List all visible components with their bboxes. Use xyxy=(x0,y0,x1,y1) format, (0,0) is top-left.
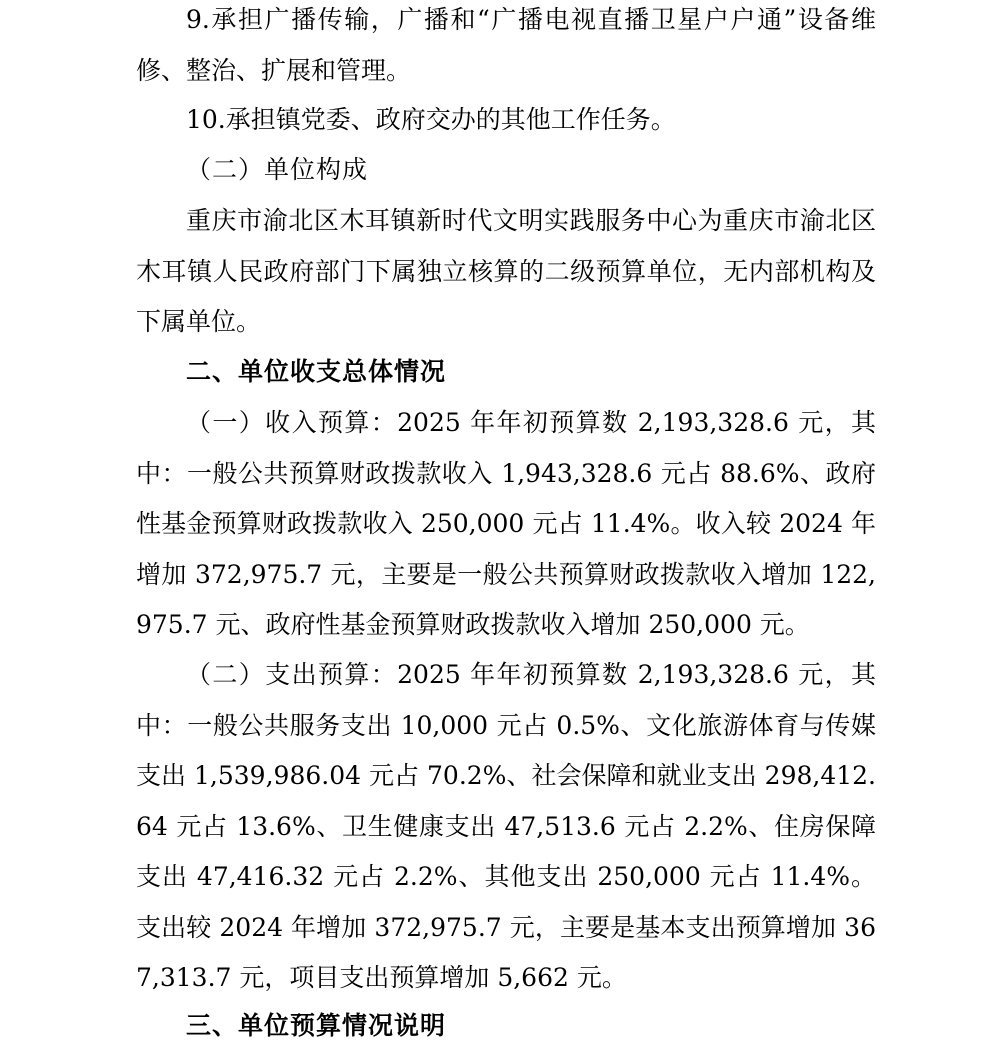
duty-item-10: 10.承担镇党委、政府交办的其他工作任务。 xyxy=(186,105,676,134)
expenditure-budget-text: （二）支出预算：2025 年年初预算数 2,193,328.6 元，其中：一般公共服务支出 10,000 元占 0.5%、文化旅游体育与传媒支出 1,539,986.04 元占 70.2%、社会保障和就业支出 298,412.64 元占 13.6%、卫生健康支出 47,513.6 元占 2.2%、住房保障支出 47,416.32 元占 2.2%、其他支出 250,000 元占 11.4%。支出较 2024 年增加 372,975.7 元，主要是基本支出预算增加 367,313.7 元，项目支出预算增加 5,662 元。 xyxy=(136,660,876,992)
section-heading-3: 三、单位预算情况说明 xyxy=(186,1011,447,1040)
duty-item-9: 9.承担广播传输，广播和“广播电视直播卫星户户通”设备维修、整治、扩展和管理。 xyxy=(136,5,876,85)
income-budget-text: （一）收入预算：2025 年年初预算数 2,193,328.6 元，其中：一般公共预算财政拨款收入 1,943,328.6 元占 88.6%、政府性基金预算财政拨款收入 250,000 元占 11.4%。收入较 2024 年增加 372,975.7 元，主要是一般公共预算财政拨款收入增加 122,975.7 元、政府性基金预算财政拨款收入增加 250,000 元。 xyxy=(136,408,876,639)
section-heading-2: 二、单位收支总体情况 xyxy=(186,357,447,386)
section-unit-composition: （二）单位构成 xyxy=(186,155,369,184)
unit-composition-text: 重庆市渝北区木耳镇新时代文明实践服务中心为重庆市渝北区木耳镇人民政府部门下属独立核算的二级预算单位，无内部机构及下属单位。 xyxy=(136,206,876,336)
